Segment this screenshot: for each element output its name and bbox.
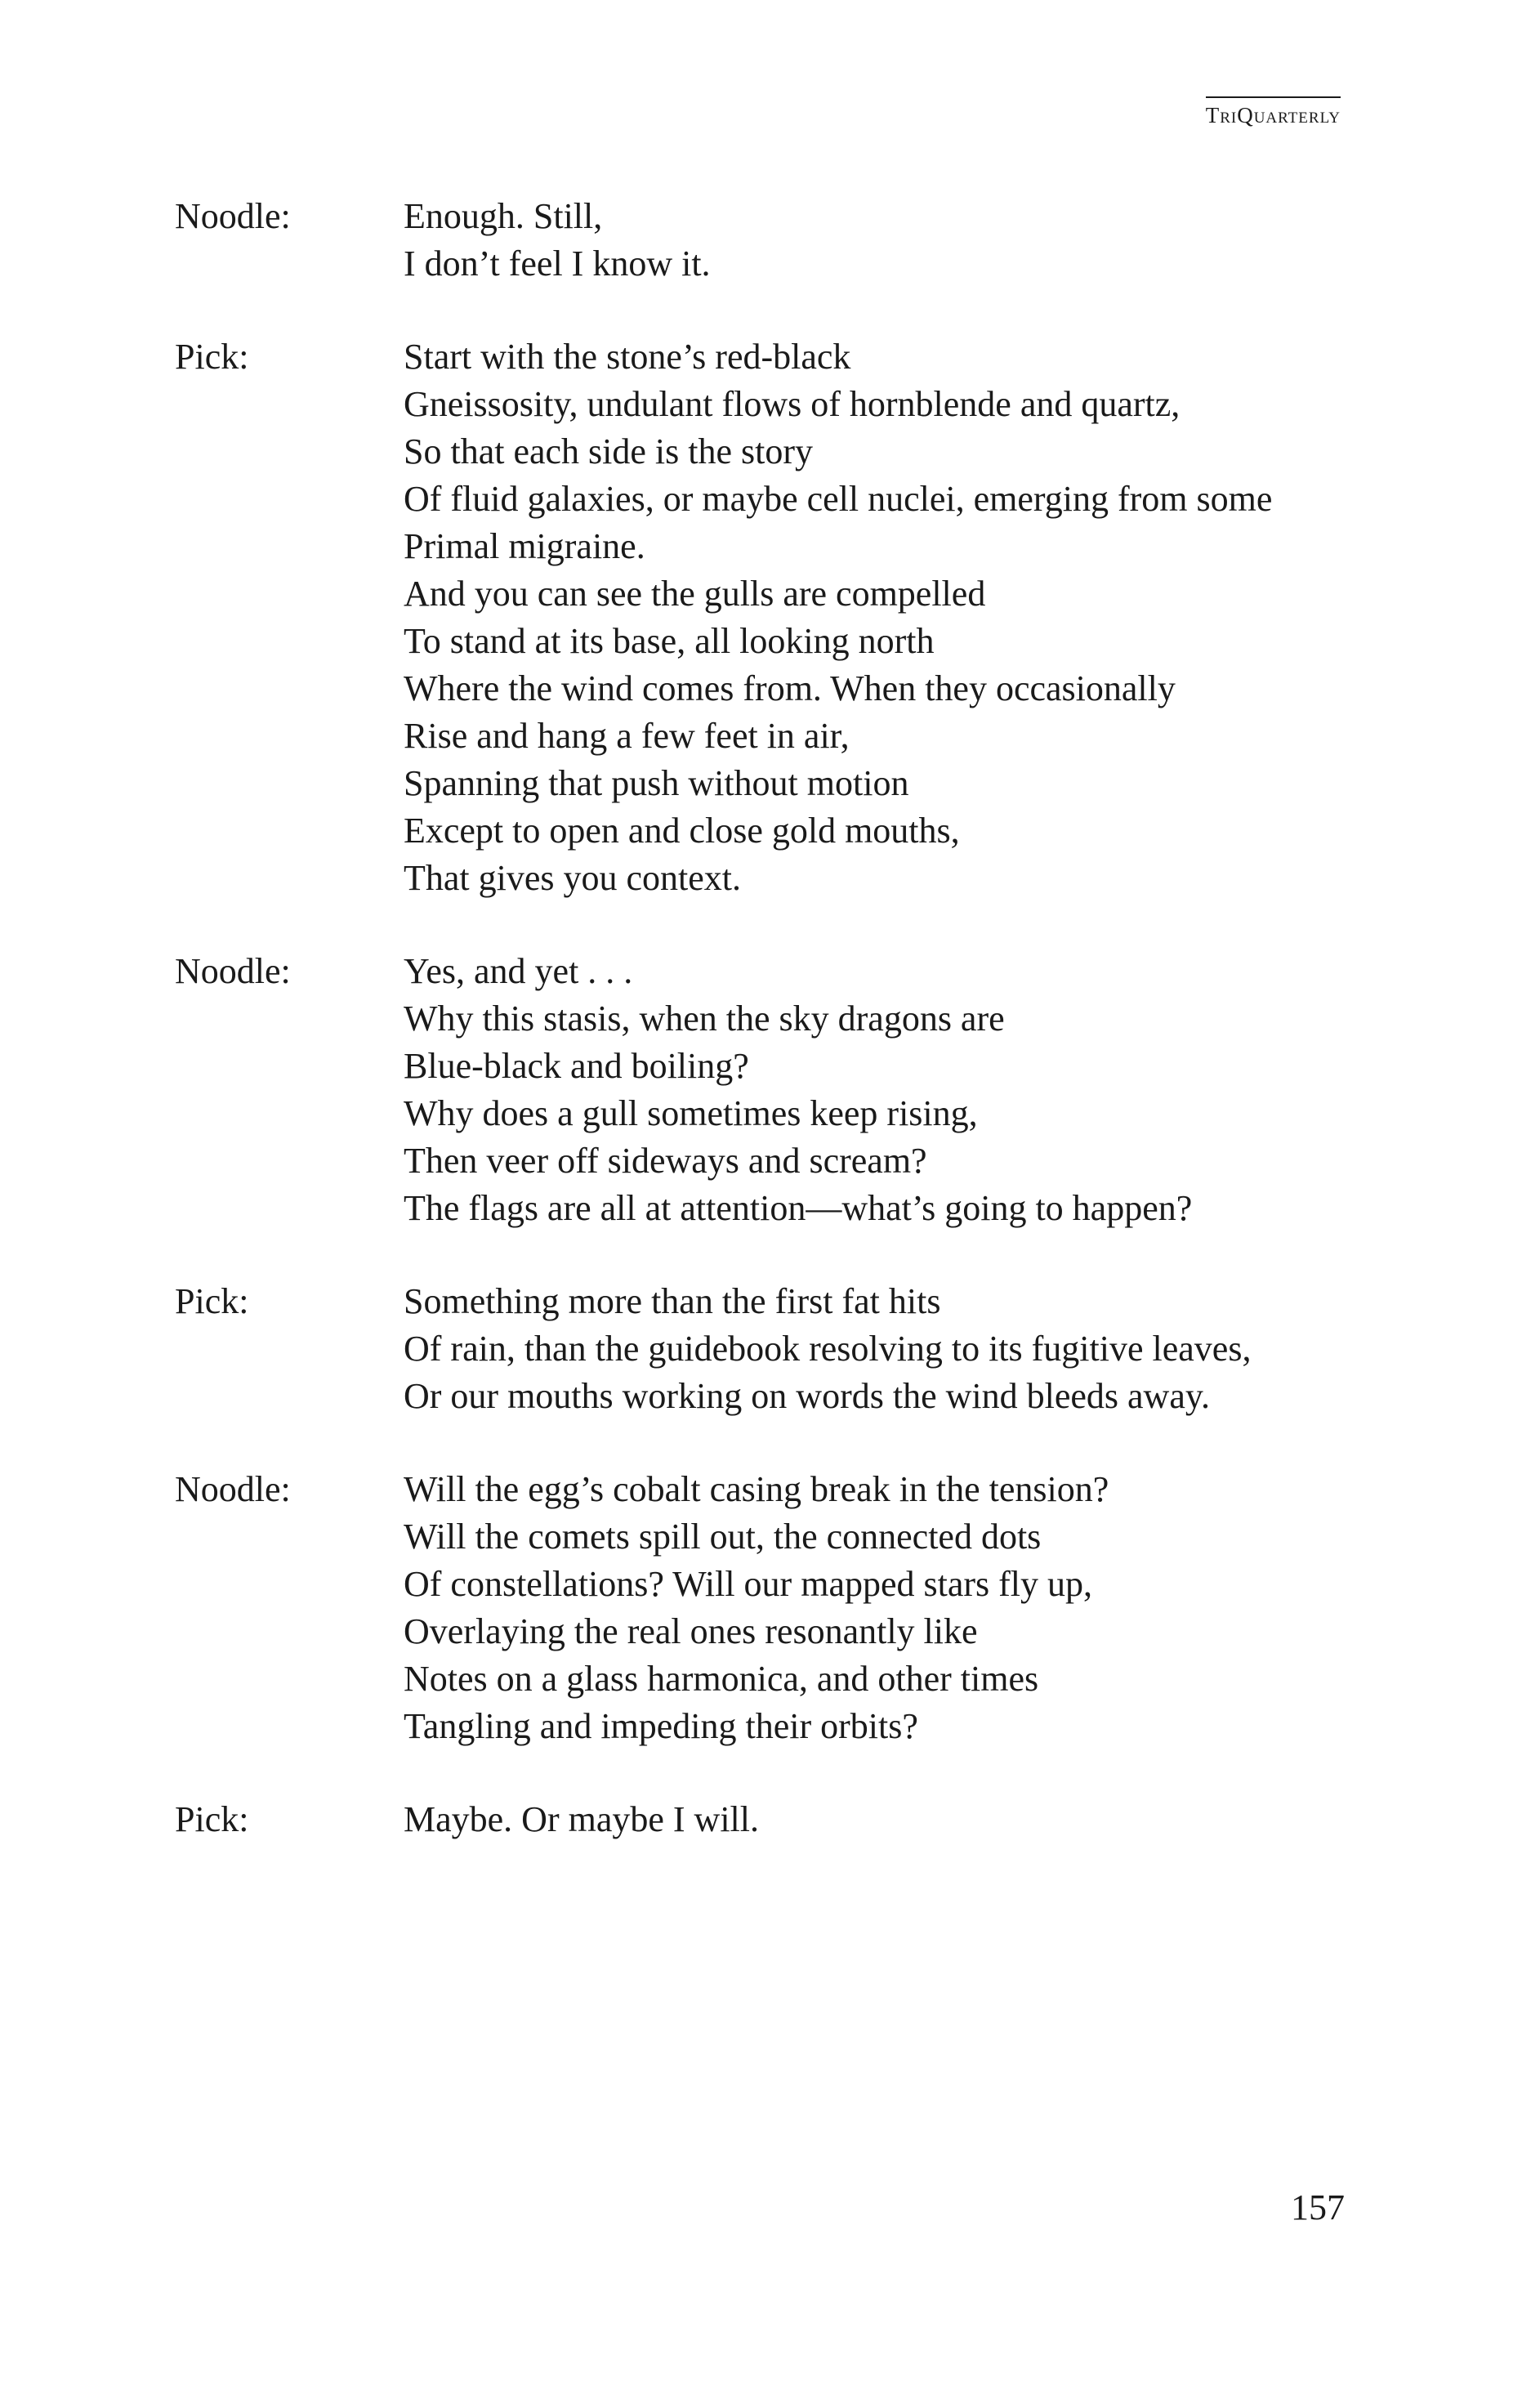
speaker-label: Pick: <box>175 337 249 377</box>
stanza <box>175 193 1368 288</box>
poem-line: Something more than the first fat hits <box>404 1281 941 1321</box>
poem-line: Gneissosity, undulant flows of hornblende and quartz, <box>404 384 1181 424</box>
poem-line: Will the egg’s cobalt casing break in the tension? <box>404 1469 1109 1509</box>
poem-body <box>175 193 1368 1889</box>
poem-line: Notes on a glass harmonica, and other times <box>404 1659 1039 1699</box>
page-number: 157 <box>1291 2187 1345 2227</box>
poem-line: That gives you context. <box>404 858 742 898</box>
poem-line: And you can see the gulls are compelled <box>404 574 986 614</box>
poem-line: To stand at its base, all looking north <box>404 621 935 661</box>
poem-line: Enough. Still, <box>404 196 603 236</box>
stanza <box>175 333 1368 902</box>
stanza-lines <box>404 1278 1368 1420</box>
poem-line: Of rain, than the guidebook resolving to its fugitive leaves, <box>404 1329 1252 1369</box>
speaker-label: Pick: <box>175 1799 249 1839</box>
poem-line: Will the comets spill out, the connected dots <box>404 1517 1042 1557</box>
poem-line: Spanning that push without motion <box>404 763 909 803</box>
stanza-lines <box>404 193 1368 288</box>
poem-line: Yes, and yet . . . <box>404 951 633 991</box>
stanza-lines <box>404 1466 1368 1750</box>
stanza <box>175 1278 1368 1420</box>
poem-line: So that each side is the story <box>404 431 814 471</box>
poem-line: Why does a gull sometimes keep rising, <box>404 1093 978 1133</box>
running-head: TriQuarterly <box>1206 96 1341 128</box>
stanza-lines <box>404 1796 1368 1843</box>
poem-line: Or our mouths working on words the wind bleeds away. <box>404 1376 1210 1416</box>
poem-line: Overlaying the real ones resonantly like <box>404 1611 978 1651</box>
stanza <box>175 1466 1368 1750</box>
stanza-lines <box>404 333 1368 902</box>
poem-line: Maybe. Or maybe I will. <box>404 1799 759 1839</box>
poem-line: Tangling and impeding their orbits? <box>404 1706 918 1746</box>
poem-line: The flags are all at attention—what’s going to happen? <box>404 1188 1193 1228</box>
speaker-label: Noodle: <box>175 1469 291 1509</box>
speaker-label: Noodle: <box>175 951 291 991</box>
poem-line: Why this stasis, when the sky dragons are <box>404 998 1005 1039</box>
speaker-label: Pick: <box>175 1281 249 1321</box>
speaker-label: Noodle: <box>175 196 291 236</box>
poem-line: I don’t feel I know it. <box>404 243 711 284</box>
poem-line: Blue-black and boiling? <box>404 1046 749 1086</box>
poem-line: Where the wind comes from. When they occasionally <box>404 668 1176 708</box>
stanza <box>175 1796 1368 1843</box>
poem-line: Of constellations? Will our mapped stars fly up, <box>404 1564 1093 1604</box>
stanza-lines <box>404 948 1368 1232</box>
poem-line: Then veer off sideways and scream? <box>404 1141 927 1181</box>
poem-line: Start with the stone’s red-black <box>404 337 851 377</box>
poem-line: Of fluid galaxies, or maybe cell nuclei, emerging from some <box>404 479 1273 519</box>
poem-line: Primal migraine. <box>404 526 645 566</box>
poem-line: Except to open and close gold mouths, <box>404 811 960 851</box>
stanza <box>175 948 1368 1232</box>
poem-line: Rise and hang a few feet in air, <box>404 716 850 756</box>
